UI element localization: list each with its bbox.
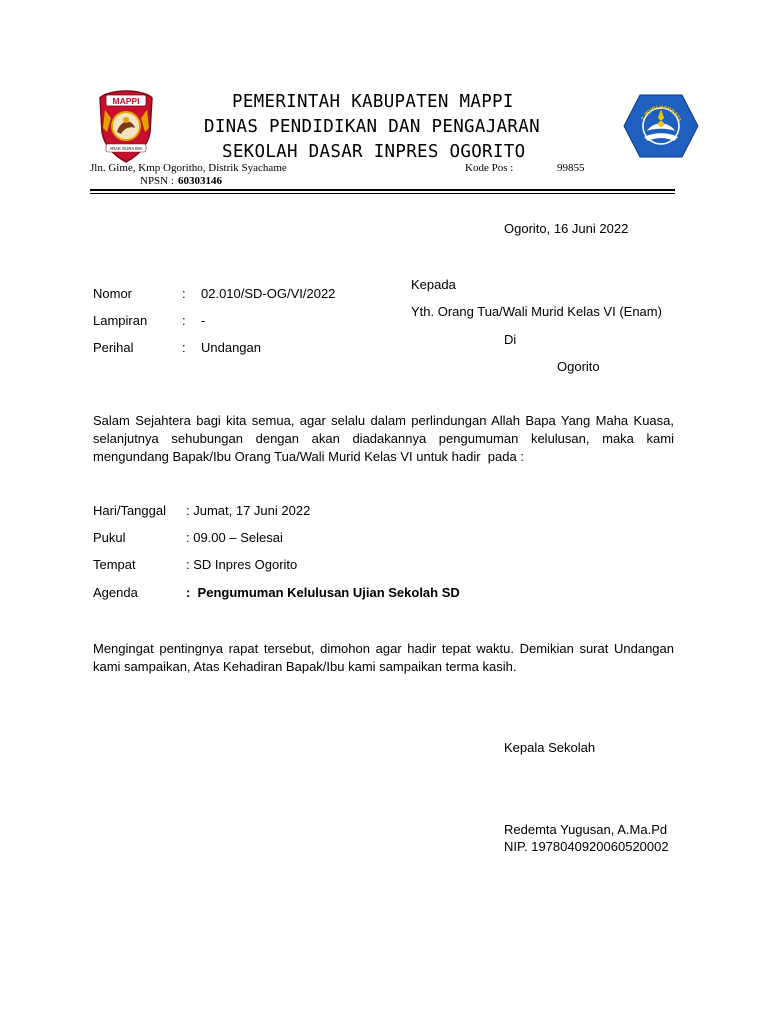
npsn-label: NPSN : bbox=[140, 175, 174, 187]
recipient-yth: Yth. Orang Tua/Wali Murid Kelas VI (Enam) bbox=[411, 304, 662, 319]
tut-wuri-handayani-logo bbox=[622, 91, 700, 161]
meta-colon: : bbox=[182, 313, 186, 328]
meta-colon: : bbox=[182, 286, 186, 301]
school-address: Jln. Gime, Kmp Ogoritho, Distrik Syachame bbox=[90, 162, 287, 174]
recipient-place: Ogorito bbox=[557, 359, 600, 374]
recipient-kepada: Kepada bbox=[411, 277, 456, 292]
event-label-time: Pukul bbox=[93, 530, 126, 545]
meta-colon: : bbox=[182, 340, 186, 355]
meta-value-nomor: 02.010/SD-OG/VI/2022 bbox=[201, 286, 336, 301]
signature-name: Redemta Yugusan, A.Ma.Pd bbox=[504, 822, 668, 837]
tut-wuri-logo-text: T WURI HANDAYA bbox=[640, 104, 683, 123]
event-value-date: : Jumat, 17 Juni 2022 bbox=[186, 503, 311, 518]
letterhead-line-2: DINAS PENDIDIKAN DAN PENGAJARAN bbox=[204, 117, 540, 137]
opening-line-2: selanjutnya sehubungan dengan akan diadakannya pengumuman kelulusan, maka kami bbox=[93, 431, 674, 446]
mappi-regency-logo bbox=[97, 88, 155, 164]
opening-line-3: mengundang Bapak/Ibu Orang Tua/Wali Murid Kelas VI untuk hadir pada : bbox=[93, 449, 524, 464]
letter-date: Ogorito, 16 Juni 2022 bbox=[504, 221, 629, 236]
meta-label-nomor: Nomor bbox=[93, 286, 133, 301]
event-value-place: : SD Inpres Ogorito bbox=[186, 557, 298, 572]
opening-paragraph bbox=[93, 412, 674, 466]
meta-value-lampiran: - bbox=[201, 313, 206, 328]
event-label-agenda: Agenda bbox=[93, 585, 138, 600]
postal-code-label: Kode Pos : bbox=[465, 162, 514, 174]
letterhead-line-1: PEMERINTAH KABUPATEN MAPPI bbox=[232, 92, 514, 112]
event-label-date: Hari/Tanggal bbox=[93, 503, 166, 518]
postal-code-value: 99855 bbox=[557, 162, 585, 174]
event-value-time: : 09.00 – Selesai bbox=[186, 530, 283, 545]
closing-line-1: Mengingat pentingnya rapat tersebut, dimohon agar hadir tepat waktu. Demikian surat Undangan bbox=[93, 641, 674, 656]
opening-line-1: Salam Sejahtera bagi kita semua, agar selalu dalam perlindungan Allah Bapa Yang Maha Kuasa, bbox=[93, 413, 674, 428]
letterhead-divider-thin bbox=[90, 193, 675, 194]
closing-paragraph bbox=[93, 640, 674, 676]
meta-label-perihal: Perihal bbox=[93, 340, 134, 355]
letterhead-line-3: SEKOLAH DASAR INPRES OGORITO bbox=[222, 142, 526, 162]
signature-title: Kepala Sekolah bbox=[504, 740, 596, 755]
mappi-logo-text: MAPPI bbox=[112, 96, 140, 106]
signature-nip: NIP. 1978040920060520002 bbox=[504, 839, 669, 854]
event-label-place: Tempat bbox=[93, 557, 136, 572]
recipient-di: Di bbox=[504, 332, 517, 347]
letterhead-divider-thick bbox=[90, 189, 675, 191]
closing-line-2: kami sampaikan, Atas Kehadiran Bapak/Ibu kami sampaikan terma kasih. bbox=[93, 659, 517, 674]
mappi-logo-ribbon: ARAK GURA IMA bbox=[109, 146, 143, 151]
meta-value-perihal: Undangan bbox=[201, 340, 261, 355]
meta-label-lampiran: Lampiran bbox=[93, 313, 148, 328]
npsn-value: 60303146 bbox=[178, 175, 222, 187]
event-value-agenda: : Pengumuman Kelulusan Ujian Sekolah SD bbox=[186, 585, 460, 600]
